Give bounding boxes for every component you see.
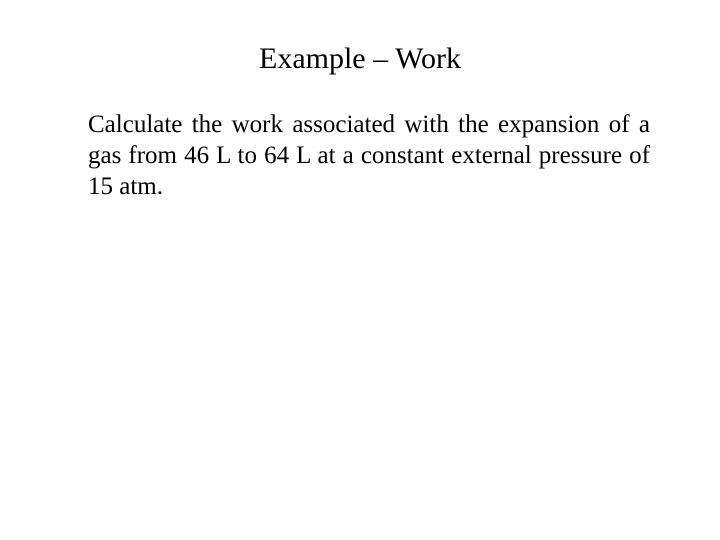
slide-body-text: Calculate the work associated with the expansion of a gas from 46 L to 64 L at a constant external pressure of 15 atm. xyxy=(88,111,650,200)
slide-title: Example – Work xyxy=(259,42,461,75)
